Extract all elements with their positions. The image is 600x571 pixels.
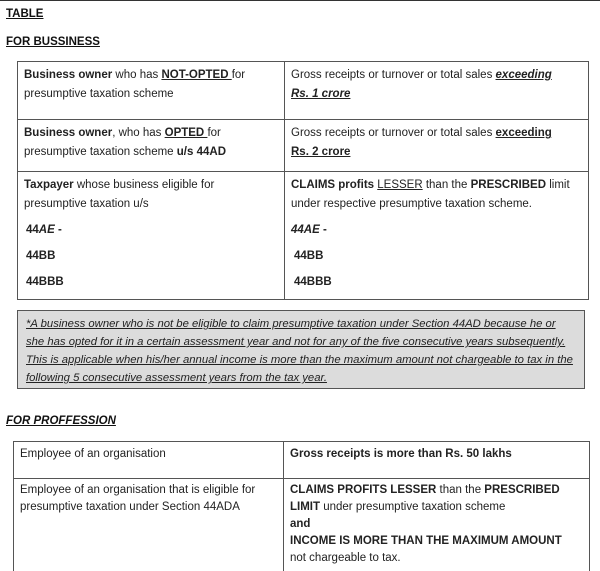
- table-row: [14, 479, 590, 571]
- section-code-44ae: 44AE -: [26, 224, 62, 236]
- section-code-44bb: 44BB: [26, 250, 56, 262]
- section-code-44ae: 44AE -: [291, 224, 327, 236]
- bold-lead: Taxpayer: [24, 179, 74, 191]
- business-heading: FOR BUSSINESS: [6, 36, 100, 48]
- cell-text: than the: [422, 179, 471, 191]
- claims-profits-cell: [285, 172, 589, 300]
- prescribed-limit-label: PRESCRIBED LIMIT: [290, 484, 560, 513]
- cell-text: who has: [112, 69, 162, 81]
- business-not-opted-cell: [18, 62, 285, 120]
- cell-text: Gross receipts or turnover or total sales: [291, 127, 496, 139]
- income-label: INCOME IS MORE THAN THE MAXIMUM AMOUNT: [290, 535, 562, 547]
- threshold-1-crore-cell: [285, 62, 589, 120]
- threshold-2-crore-cell: [285, 120, 589, 172]
- cell-text: whose business eligible for presumptive taxation u/s: [24, 179, 215, 210]
- section-code-44bbb: 44BBB: [26, 276, 64, 288]
- bold-lead: Business owner: [24, 127, 113, 139]
- footnote-box: *A business owner who is not be eligible to claim presumptive taxation under Section 44AD because he or she has opted for it in a certain assessment year and not for any of the five consecutive years subsequently. This is applicable when his/her annual income is more than the maximum amount not chargeable to tax in the following 5 consecutive assessment years from the tax year.: [17, 310, 585, 389]
- business-opted-cell: [18, 120, 285, 172]
- cell-text: limit under respective presumptive taxation scheme.: [291, 179, 570, 210]
- opted-label: OPTED: [164, 127, 208, 139]
- exceeding-label: exceeding: [495, 69, 552, 81]
- section-label: u/s 44AD: [176, 146, 226, 158]
- profession-table: [13, 441, 590, 571]
- not-opted-label: NOT-OPTED: [161, 69, 232, 81]
- employee-cell: Employee of an organisation: [14, 442, 284, 479]
- bold-lead: Business owner: [24, 69, 113, 81]
- employee-eligible-cell: Employee of an organisation that is eligible for presumptive taxation under Section 44ADA: [14, 479, 284, 571]
- cell-text: for presumptive taxation scheme: [24, 69, 246, 100]
- claims-profits-income-cell: [284, 479, 590, 571]
- cell-text: than the: [436, 484, 485, 496]
- bold-text: CLAIMS profits: [291, 179, 378, 191]
- cell-text: under presumptive taxation scheme: [320, 501, 506, 513]
- section-code-44bb: 44BB: [294, 250, 324, 262]
- cell-text: , who has: [112, 127, 165, 139]
- amount-label: Rs. 1 crore: [291, 88, 351, 100]
- section-code-44bbb: 44BBB: [294, 276, 332, 288]
- table-row: [14, 442, 590, 479]
- cell-text: Gross receipts or turnover or total sales: [291, 69, 496, 81]
- lesser-label: LESSER: [377, 179, 423, 191]
- table-row: [18, 62, 589, 120]
- table-heading: TABLE: [6, 8, 44, 20]
- and-label: and: [290, 518, 311, 530]
- gross-receipts-cell: Gross receipts is more than Rs. 50 lakhs: [284, 442, 590, 479]
- profession-heading: FOR PROFFESSION: [6, 415, 116, 427]
- bold-text: CLAIMS PROFITS LESSER: [290, 484, 437, 496]
- prescribed-label: PRESCRIBED: [470, 179, 547, 191]
- table-row: [18, 120, 589, 172]
- exceeding-label: exceeding: [495, 127, 552, 139]
- amount-label: Rs. 2 crore: [291, 146, 351, 158]
- table-row: [18, 172, 589, 300]
- cell-text: for presumptive taxation scheme: [24, 127, 221, 158]
- cell-text: not chargeable to tax.: [290, 552, 401, 564]
- taxpayer-eligible-cell: [18, 172, 285, 300]
- business-table: [17, 61, 589, 300]
